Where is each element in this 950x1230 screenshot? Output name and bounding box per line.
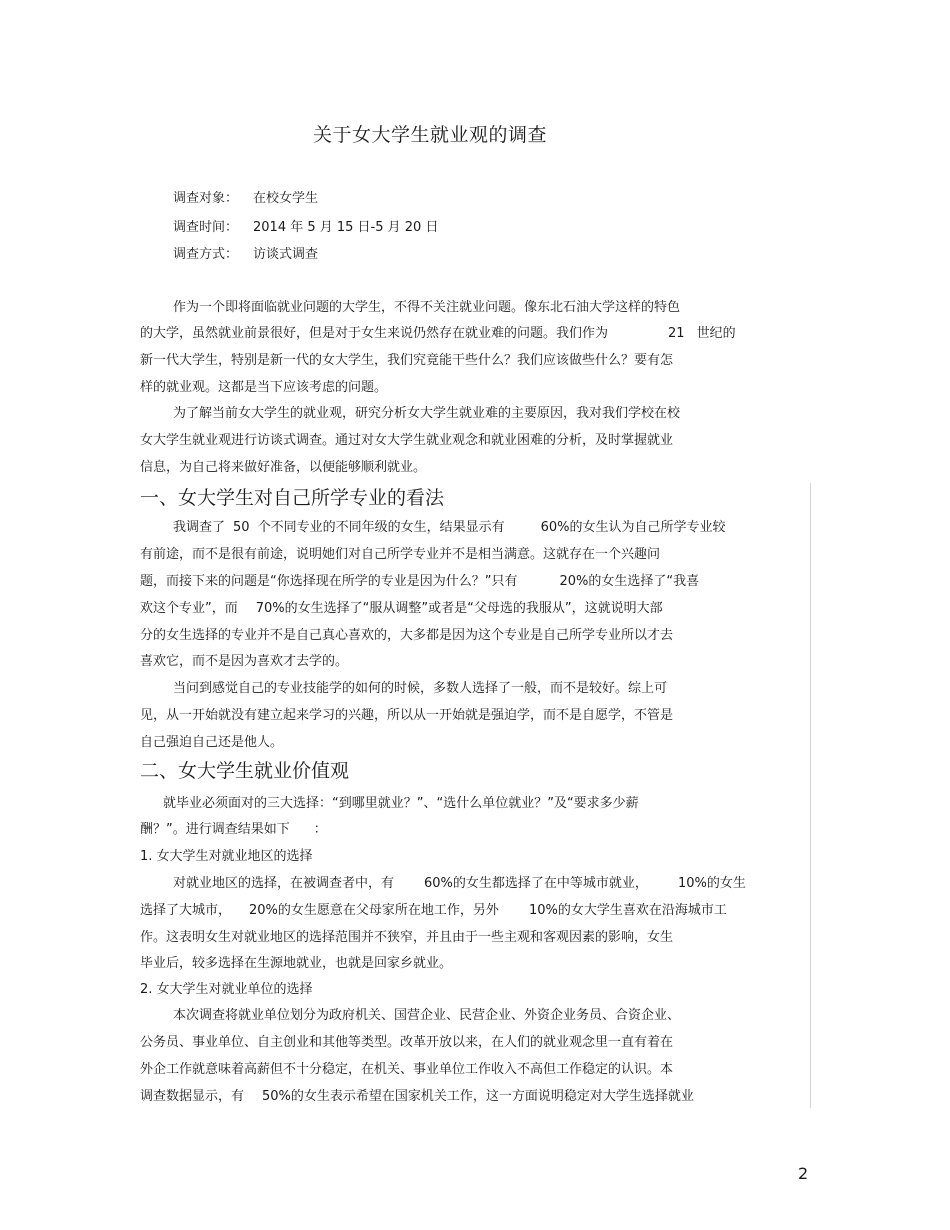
section-heading: 二、女大学生就业价值观: [140, 760, 350, 782]
text-line: 作。这表明女生对就业地区的选择范围并不狭窄，并且由于一些主观和客观因素的影响，女生: [140, 930, 674, 945]
text-line: 当问到感觉自己的专业技能学的如何的时候，多数人选择了一般，而不是较好。综上可: [173, 681, 668, 696]
text-line: 喜欢它，而不是因为喜欢才去学的。: [140, 654, 349, 669]
subsection-heading: 1. 女大学生对就业地区的选择: [140, 849, 313, 864]
text-line: 为了解当前女大学生的就业观，研究分析女大学生就业难的主要原因，我对我们学校在校: [173, 406, 681, 421]
text-line: 题，而接下来的问题是“你选择现在所学的专业是因为什么？”只有 20%的女生选择了“我喜: [140, 574, 700, 589]
meta-subject: [173, 189, 318, 209]
text-line: 分的女生选择的专业并不是自己真心喜欢的，大多都是因为这个专业是自己所学专业所以才去: [140, 628, 674, 643]
text-line: 我调查了 50 个不同专业的不同年级的女生，结果显示有 60%的女生认为自己所学专业较: [173, 520, 726, 535]
text-line: 公务员、事业单位、自主创业和其他等类型。改革开放以来，在人们的就业观念里一直有着在: [140, 1035, 674, 1050]
text-line: 女大学生就业观进行访谈式调查。通过对女大学生就业观念和就业困难的分析，及时掌握就业: [140, 433, 674, 448]
meta-value: 在校女学生: [253, 191, 319, 206]
text-line: 自己强迫自己还是他人。: [140, 735, 284, 750]
text-line: 欢这个专业”，而 70%的女生选择了“服从调整”或者是“父母选的我服从”，这就说明大部: [140, 601, 663, 616]
meta-method: [173, 245, 318, 265]
text-line: 就毕业必须面对的三大选择：“到哪里就业？”、“选什么单位就业？”及“要求多少薪: [163, 796, 639, 811]
page-number: 2: [798, 1164, 809, 1183]
meta-label: 调查方式：: [173, 247, 239, 262]
text-line: 调查数据显示，有 50%的女生表示希望在国家机关工作，这一方面说明稳定对大学生选择就业: [140, 1089, 694, 1104]
text-line: 新一代大学生，特别是新一代的女大学生，我们究竟能干些什么？我们应该做些什么？要有怎: [140, 353, 674, 368]
text-line: 本次调查将就业单位划分为政府机关、国营企业、民营企业、外资企业务员、合资企业、: [173, 1008, 681, 1023]
document-title: 关于女大学生就业观的调查: [312, 124, 547, 146]
text-line: 选择了大城市， 20%的女生愿意在父母家所在地工作，另外 10%的女大学生喜欢在沿海城市工: [140, 903, 727, 918]
text-line: 毕业后，较多选择在生源地就业，也就是回家乡就业。: [140, 956, 453, 971]
text-line: 的大学，虽然就业前景很好，但是对于女生来说仍然存在就业难的问题。我们作为 21 世纪的: [140, 326, 736, 341]
meta-value: 访谈式调查: [253, 247, 319, 262]
text-line: 酬？”。进行调查结果如下 ：: [140, 822, 327, 837]
text-line: 信息，为自己将来做好准备，以便能够顺利就业。: [140, 460, 427, 475]
text-line: 见，从一开始就没有建立起来学习的兴趣，所以从一开始就是强迫学，而不是自愿学，不管是: [140, 708, 674, 723]
subsection-heading: 2. 女大学生对就业单位的选择: [140, 982, 313, 997]
text-line: 样的就业观。这都是当下应该考虑的问题。: [140, 380, 388, 395]
meta-label: 调查对象：: [173, 191, 239, 206]
text-line: 外企工作就意味着高薪但不十分稳定，在机关、事业单位工作收入不高但工作稳定的认识。本: [140, 1062, 674, 1077]
section-heading: 一、女大学生对自己所学专业的看法: [140, 487, 445, 509]
meta-value: 2014 年 5 月 15 日-5 月 20 日: [253, 220, 439, 235]
meta-label: 调查时间：: [173, 220, 239, 235]
text-line: 作为一个即将面临就业问题的大学生，不得不关注就业问题。像东北石油大学这样的特色: [173, 300, 681, 315]
meta-time: [173, 218, 438, 238]
margin-rule: [810, 483, 811, 1108]
text-line: 有前途，而不是很有前途，说明她们对自己所学专业并不是相当满意。这就存在一个兴趣问: [140, 547, 661, 562]
text-line: 对就业地区的选择，在被调查者中，有 60%的女生都选择了在中等城市就业， 10%的女生: [173, 876, 746, 891]
